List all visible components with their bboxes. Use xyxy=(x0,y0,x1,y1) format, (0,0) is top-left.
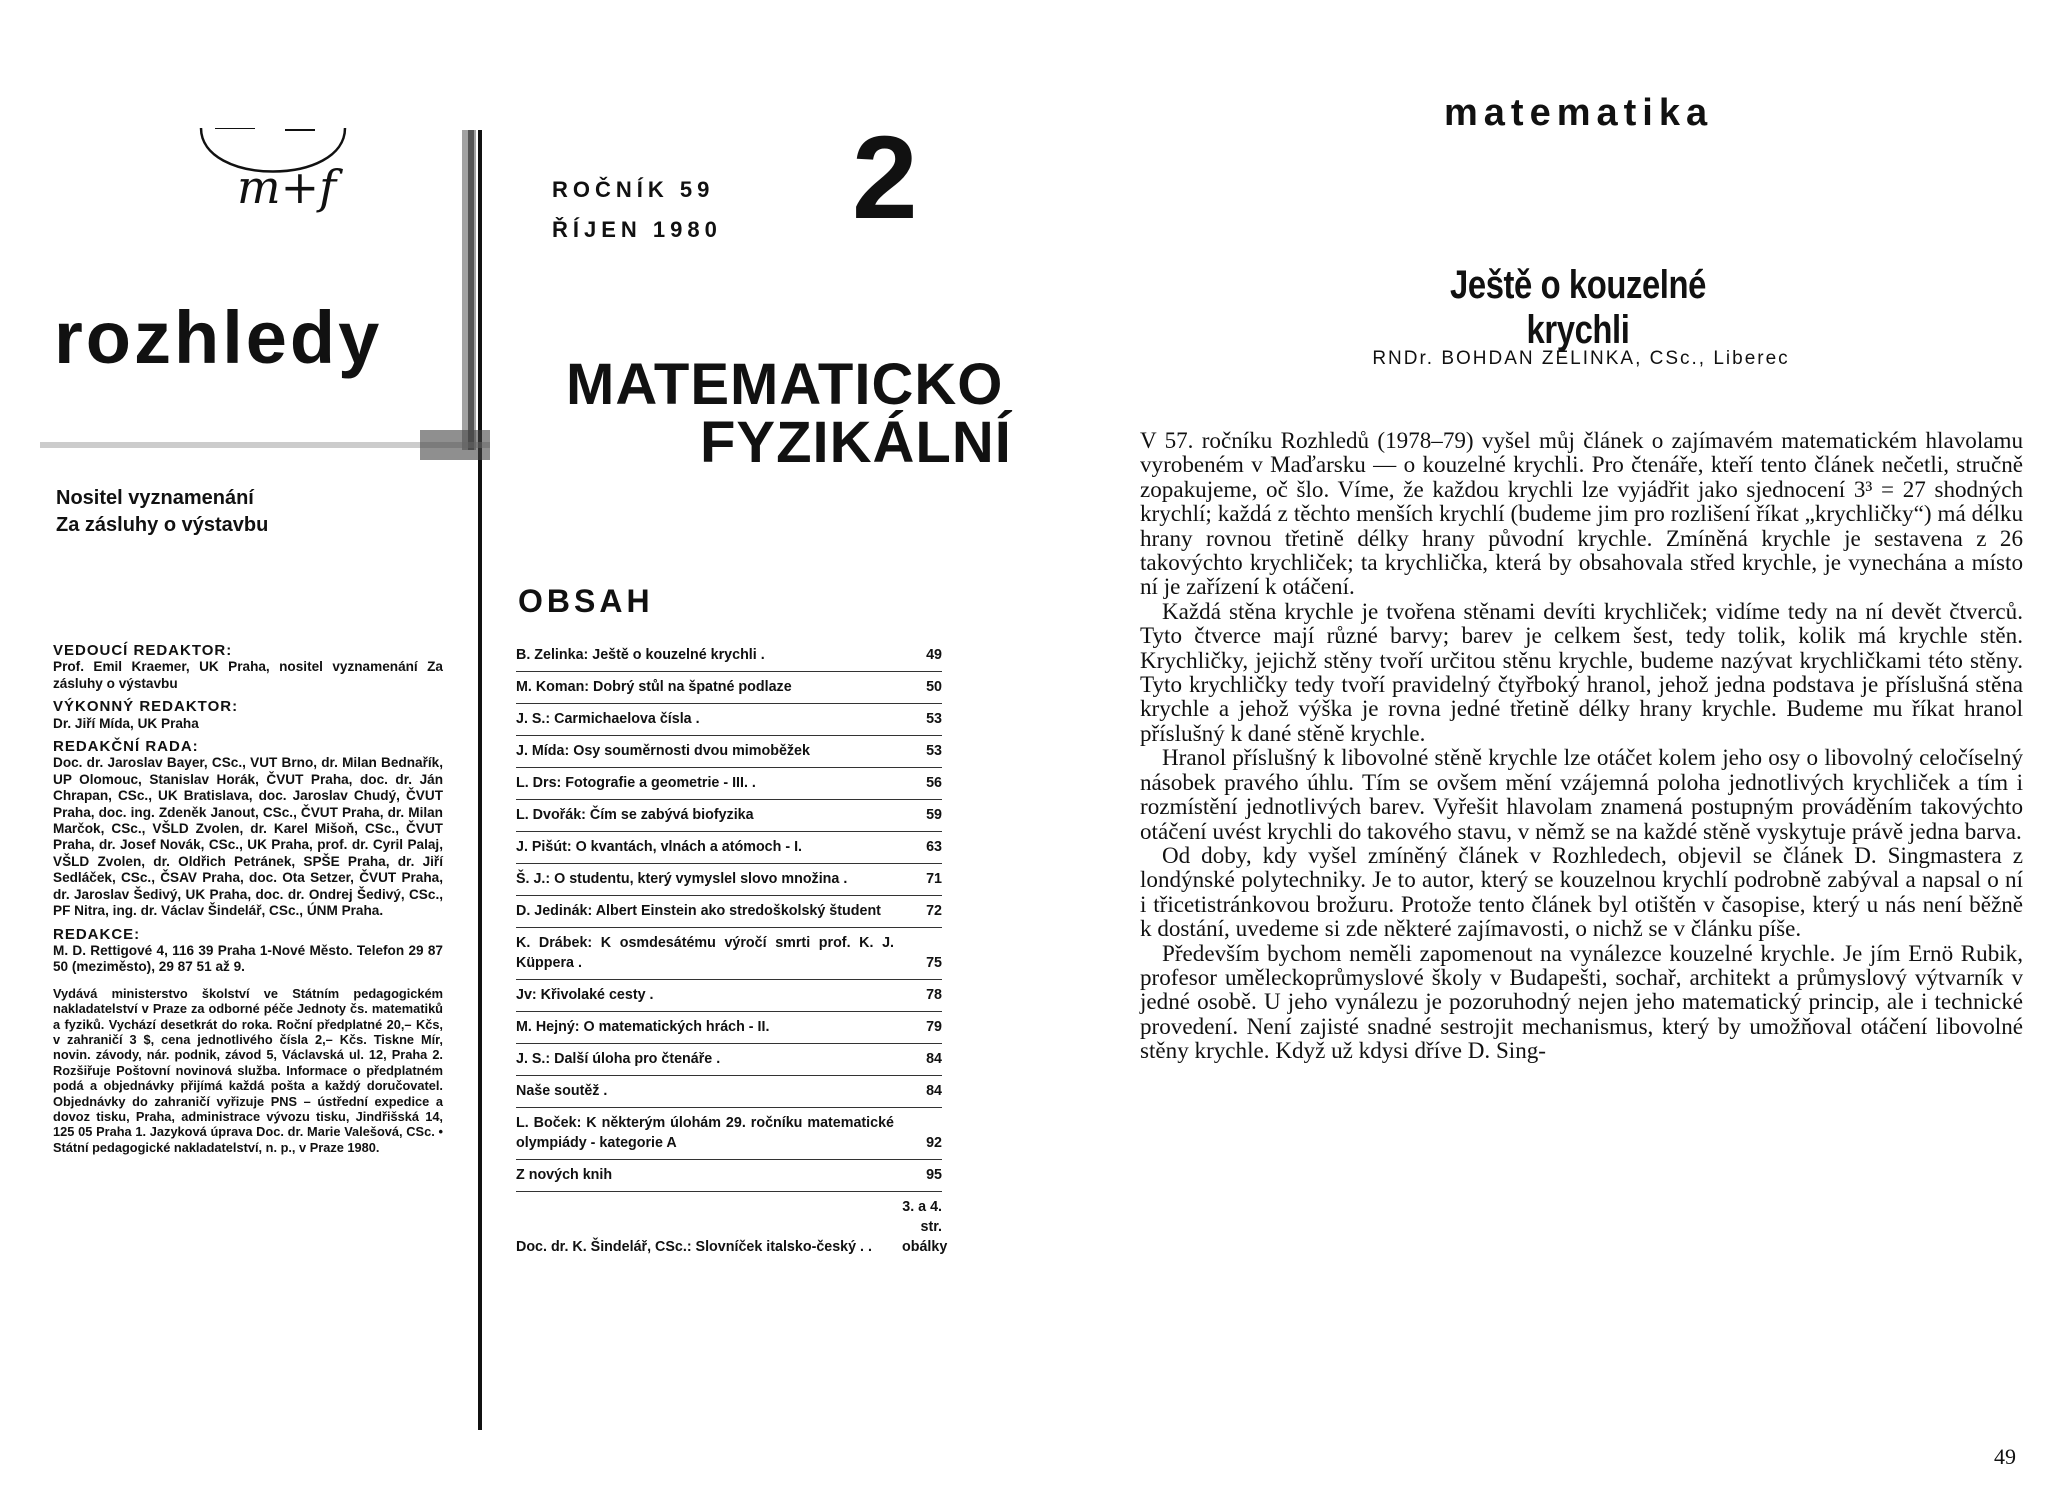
toc-entry-text: L. Boček: K některým úlohám 29. ročníku matematické olympiády - kategorie A xyxy=(516,1115,894,1151)
toc-entry-text: J. S.: Carmichaelova čísla . xyxy=(516,711,700,727)
office-text: M. D. Rettigové 4, 116 39 Praha 1-Nové Město. Telefon 29 87 50 (meziměsto), 29 87 51 až 9. xyxy=(53,942,443,975)
publisher-text: Vydává ministerstvo školství ve Státním pedagogickém nakladatelství v Praze za odborné péče Jednoty čs. matematiků a fyziků. Vychází desetkrát do roka. Roční předplatné 20,– Kčs, v zahraničí 3 $, cena jednotlivého čísla 2,– Kčs. Tiskne Mír, novin. závody, nár. podnik, závod 5, Václavská ul. 12, Praha 2. Rozšiřuje Poštovní novinová služba. Informace o předplatném podá a objednávky přijímá každá pošta a každý doručovatel. Objednávky do zahraničí vyřizuje PNS – ústřední expedice a dovoz tisku, Praha, administrace vývozu tisku, Jindřišská 14, 125 05 Praha 1. Jazyková úprava Doc. dr. Marie Valešová, CSc. • Státní pedagogické nakladatelství, n. p., v Praze 1980. xyxy=(53,985,443,1155)
editor-text: Prof. Emil Kraemer, UK Praha, nositel vyznamenání Za zásluhy o výstavbu xyxy=(53,659,443,691)
toc-entry xyxy=(516,980,942,1012)
toc-entry xyxy=(516,1192,948,1263)
toc-entry-text: Š. J.: O studentu, který vymyslel slovo množina . xyxy=(516,871,848,887)
toc-entry-text: Doc. dr. K. Šindelář, CSc.: Slovníček italsko-český . . xyxy=(516,1239,872,1255)
toc-entry xyxy=(516,1076,942,1108)
board-text: Doc. dr. Jaroslav Bayer, CSc., VUT Brno, dr. Milan Bednařík, UP Olomouc, Stanislav Horák, ČVUT Praha, doc. dr. Ján Chrapan, CSc., UK Bratislava, doc. Jaroslav Chudý, ČVUT Praha, doc. ing. Zdeněk Janout, CSc., ČVUT Praha, dr. Milan Marčok, CSc., VŠLD Zvolen, dr. Karel Mišoň, CSc., ČVUT Praha, dr. Josef Novák, CSc., UK Praha, prof. dr. Cyril Palaj, VŠLD Zvolen, dr. Oldřich Petránek, SPŠE Praha, dr. Jiří Sedláček, CSc., ČSAV Praha, doc. Ota Setzer, ČVUT Praha, dr. Jaroslav Šedivý, UK Praha, doc. dr. Ondrej Šedivý, CSc., PF Nitra, ing. dr. Václav Šindelář, CSc., ÚNM Praha. xyxy=(53,755,443,919)
exec-editor-label: VÝKONNÝ REDAKTOR: xyxy=(53,698,239,716)
toc-entry-text: K. Drábek: K osmdesátému výročí smrti prof. K. J. Küppera . xyxy=(516,935,894,971)
toc-entry-text: M. Hejný: O matematických hrách - II. xyxy=(516,1019,770,1035)
toc-entry-text: M. Koman: Dobrý stůl na špatné podlaze xyxy=(516,679,792,695)
toc-entry-page: 59 xyxy=(926,807,942,823)
toc-entry-text: L. Drs: Fotografie a geometrie - III. . xyxy=(516,775,756,791)
toc-entry-page: 49 xyxy=(926,647,942,663)
toc-entry-page: 78 xyxy=(926,987,942,1003)
exec-editor-text: Dr. Jiří Mída, UK Praha xyxy=(53,715,199,731)
toc-entry-page: 75 xyxy=(926,955,942,971)
editor-label: VEDOUCÍ REDAKTOR: xyxy=(53,642,233,659)
volume-line: ROČNÍK 59 xyxy=(552,177,715,202)
masthead xyxy=(53,643,443,1155)
journal-title-line-2: FYZIKÁLNÍ xyxy=(700,410,1012,475)
toc-entry-text: L. Dvořák: Čím se zabývá biofyzika xyxy=(516,807,754,823)
toc-entry-page: 53 xyxy=(926,711,942,727)
journal-title-line-1: MATEMATICKO xyxy=(566,352,1004,417)
magazine-name: rozhledy xyxy=(54,296,383,379)
office-label: REDAKCE: xyxy=(53,925,141,943)
toc-entry-page: 84 xyxy=(926,1083,942,1099)
toc-entry xyxy=(516,640,942,672)
article-paragraph: Od doby, kdy vyšel zmíněný článek v Rozhledech, objevil se článek D. Singmastera z londýnské polytechniky. Je to autor, který se kouzelnou krychlí podrobně zabýval a napsal o ní i třicetistránkovou brožuru. Protože tento článek byl otištěn v časopise, který u nás není běžně k dostání, uvedeme si zde některé zajímavosti, o nichž se v článku píše. xyxy=(1140,841,2023,942)
toc-entry xyxy=(516,736,942,768)
toc-entry xyxy=(516,1108,942,1160)
award-line-2: Za zásluhy o výstavbu xyxy=(56,514,269,536)
toc-entry xyxy=(516,1012,942,1044)
volume-info xyxy=(552,170,722,250)
toc-entry xyxy=(516,768,942,800)
toc-entry-text: J. Pišút: O kvantách, vlnách a atómoch - I. xyxy=(516,839,803,855)
toc-entry-page: 92 xyxy=(926,1135,942,1151)
toc-entry-page: 71 xyxy=(926,871,942,887)
toc-entry-page: 72 xyxy=(926,903,942,919)
award-notice xyxy=(56,485,268,539)
article-paragraph: V 57. ročníku Rozhledů (1978–79) vyšel můj článek o zajímavém matematickém hlavolamu vyrobeném v Maďarsku — o kouzelné krychli. Pro čtenáře, kteří tento článek nečetli, stručně zopakujeme, oč šlo. Víme, že každou krychli lze vyjádřit jako sjednocení 3³ = 27 shodných krychlí; každá z těchto menších krychlí (budeme jim pro rozlišení říkat „krychličky“) má délku hrany rovnou třetině délky hrany původní krychle. Zmíněná krychle je sestavena z 26 takovýchto krychliček; ta krychlička, která by obsahovala střed krychle, je vynechána a místo ní je zařízení k otáčení. xyxy=(1140,427,2023,600)
toc-entry-text: J. S.: Další úloha pro čtenáře . xyxy=(516,1051,721,1067)
toc-entry-text: J. Mída: Osy souměrnosti dvou mimoběžek xyxy=(516,743,810,759)
toc-entry-text: D. Jedinák: Albert Einstein ako stredoškolský študent xyxy=(516,903,881,919)
toc-entry-page: 79 xyxy=(926,1019,942,1035)
toc-entry-page: 56 xyxy=(926,775,942,791)
toc-entry xyxy=(516,800,942,832)
toc-entry-page: 3. a 4. str. obálky xyxy=(902,1199,948,1255)
issue-number: 2 xyxy=(852,112,918,244)
toc-entry xyxy=(516,1160,942,1192)
spine-edge xyxy=(458,130,492,1430)
toc-entry-page: 95 xyxy=(926,1167,942,1183)
toc-entry xyxy=(516,672,942,704)
toc-entry xyxy=(516,704,942,736)
toc-entry-page: 53 xyxy=(926,743,942,759)
toc-entry xyxy=(516,832,942,864)
toc-entry xyxy=(516,896,942,928)
speckle-band xyxy=(40,430,490,460)
article-body xyxy=(1140,428,2023,1063)
date-line: ŘÍJEN 1980 xyxy=(552,217,722,242)
toc-entry-page: 84 xyxy=(926,1051,942,1067)
award-line-1: Nositel vyznamenání xyxy=(56,487,254,509)
toc-entry xyxy=(516,864,942,896)
article-author: RNDr. BOHDAN ZELINKA, CSc., Liberec xyxy=(1372,348,1790,369)
page-number: 49 xyxy=(1994,1444,2016,1469)
toc-entry-text: Z nových knih xyxy=(516,1167,613,1183)
toc-entry-text: B. Zelinka: Ještě o kouzelné krychli . xyxy=(516,647,765,663)
article-paragraph: Především bychom neměli zapomenout na vynálezce kouzelné krychle. Je jím Ernö Rubik, profesor uměleckoprůmyslové školy v Budapešti, sochař, architekt a průmyslový výtvarník v jedné osobě. U jeho vynálezu je pozoruhodný nejen jeho matematický princip, ale i technické provedení. Není zajisté snadné sestrojit mechanismus, který by umožňoval otáčení libovolné stěny krychle. Když už kdysi dříve D. Sing- xyxy=(1140,939,2023,1064)
toc-entry xyxy=(516,1044,942,1076)
toc-entry xyxy=(516,928,942,980)
toc-entry-text: Naše soutěž . xyxy=(516,1083,608,1099)
right-page xyxy=(1030,0,2060,1500)
toc-entry-page: 50 xyxy=(926,679,942,695)
board-label: REDAKČNÍ RADA: xyxy=(53,738,199,756)
logo-text: m+f xyxy=(237,160,337,214)
toc-entry-text: Jv: Křivolaké cesty . xyxy=(516,987,654,1003)
toc-entry-page: 63 xyxy=(926,839,942,855)
table-of-contents xyxy=(516,640,948,1263)
article-paragraph: Hranol příslušný k libovolné stěně krychle lze otáčet kolem jeho osy o libovolný celočíselný násobek pravého úhlu. Tím se ovšem mění vzájemná poloha jednotlivých krychliček a tím i rozmístění jednotlivých barev. Vyřešit hlavolam znamená postupným prováděním takovýchto otáčení uvést krychli do takového stavu, v němž se na každé stěně vyskytuje právě jedna barva. xyxy=(1140,744,2023,844)
section-header: matematika xyxy=(1444,92,1714,134)
article-title: Ještě o kouzelné krychli xyxy=(1450,263,1706,352)
toc-heading: OBSAH xyxy=(518,583,654,619)
article-paragraph: Každá stěna krychle je tvořena stěnami devíti krychliček; vidíme tedy na ní devět čtverců. Tyto čtverce mají různé barvy; barev je celkem šest, tedy tolik, kolik má krychle stěn. Krychličky, jejichž stěny tvoří určitou stěnu krychle, budeme nazývat krychličkami této stěny. Tyto krychličky tedy tvoří pravidelný čtyřboký hranol, jehož jedna podstava je příslušná stěna krychle a jehož výška je rovna jedné třetině délky hrany krychle. Budeme mu říkat hranol příslušný k dané stěně krychle. xyxy=(1140,597,2023,746)
